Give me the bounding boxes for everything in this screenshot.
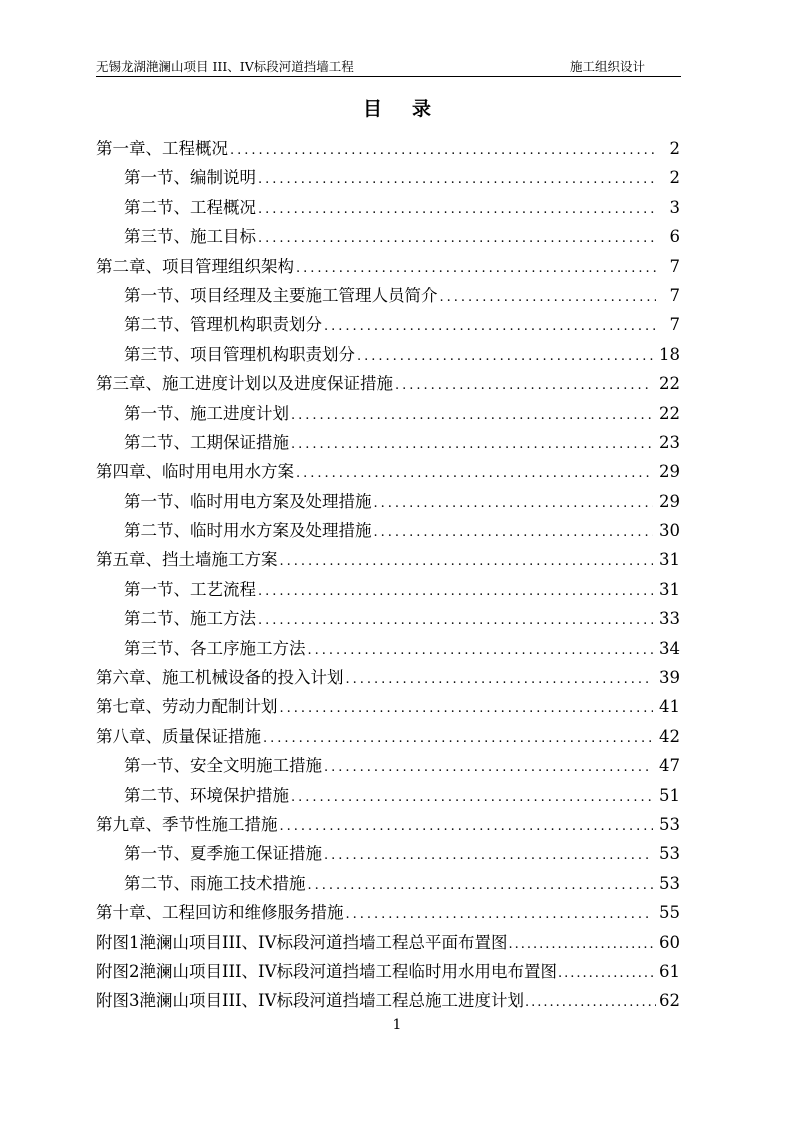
toc-entry-title: 第一节、夏季施工保证措施	[124, 844, 322, 864]
toc-dot-leader	[374, 518, 654, 547]
toc-dot-leader	[346, 665, 654, 694]
toc-entry-section[interactable]	[96, 751, 680, 780]
toc-entry-title: 第二节、雨施工技术措施	[124, 873, 306, 893]
toc-entry-page: 42	[659, 726, 680, 746]
toc-dot-leader	[509, 930, 657, 959]
toc-entry-page: 23	[659, 432, 680, 452]
toc-entry-title: 第二章、项目管理组织架构	[96, 256, 294, 276]
toc-entry-page: 41	[659, 697, 680, 717]
toc-entry-section[interactable]	[96, 340, 680, 369]
toc-entry-chapter[interactable]	[96, 369, 680, 398]
toc-entry-section[interactable]	[96, 839, 680, 868]
toc-dot-leader	[263, 724, 653, 753]
toc-entry-section[interactable]	[96, 428, 680, 457]
toc-entry-page: 22	[659, 374, 680, 394]
toc-entry-section[interactable]	[96, 193, 680, 222]
toc-entry-page: 33	[659, 609, 680, 629]
toc-entry-section[interactable]	[96, 781, 680, 810]
toc-entry-title: 第一节、编制说明	[124, 168, 256, 188]
toc-dot-leader	[346, 900, 654, 929]
toc-entry-page: 53	[659, 873, 680, 893]
toc-entry-title: 第一节、工艺流程	[124, 579, 256, 599]
toc-entry-section[interactable]	[96, 222, 680, 251]
toc-entry-page: 7	[669, 285, 680, 305]
toc-entry-section[interactable]	[96, 281, 680, 310]
toc-dot-leader	[258, 224, 656, 253]
toc-dot-leader	[374, 489, 654, 518]
toc-entry-page: 29	[659, 462, 680, 482]
toc-entry-chapter[interactable]	[96, 457, 680, 486]
toc-dot-leader	[558, 959, 656, 988]
toc-entry-page: 61	[659, 961, 680, 981]
toc-entry-title: 第八章、质量保证措施	[96, 726, 261, 746]
toc-dot-leader	[308, 636, 654, 665]
toc-entry-chapter[interactable]	[96, 134, 680, 163]
toc-dot-leader	[291, 401, 653, 430]
toc-entry-section[interactable]	[96, 399, 680, 428]
toc-entry-title: 第二节、施工方法	[124, 609, 256, 629]
toc-entry-section[interactable]	[96, 604, 680, 633]
toc-dot-leader	[440, 283, 657, 312]
toc-entry-chapter[interactable]	[96, 898, 680, 927]
toc-entry-title: 第二节、临时用水方案及处理措施	[124, 521, 372, 541]
toc-entry-page: 3	[669, 197, 680, 217]
toc-entry-page: 47	[659, 756, 680, 776]
toc-entry-page: 51	[659, 785, 680, 805]
header-project-title: 无锡龙湖滟澜山项目 III、IV标段河道挡墙工程	[96, 59, 354, 74]
toc-entry-title: 第七章、劳动力配制计划	[96, 697, 278, 717]
toc-entry-page: 2	[669, 139, 680, 158]
toc-entry-page: 6	[669, 227, 680, 247]
toc-entry-title: 附图3滟澜山项目III、IV标段河道挡墙工程总施工进度计划	[96, 991, 524, 1011]
toc-dot-leader	[258, 195, 656, 224]
toc-entry-page: 31	[659, 579, 680, 599]
toc-entry-title: 第五章、挡土墙施工方案	[96, 550, 278, 570]
toc-dot-leader	[296, 254, 656, 283]
toc-entry-page: 7	[669, 315, 680, 335]
toc-entry-page: 55	[659, 903, 680, 923]
toc-entry-chapter[interactable]	[96, 663, 680, 692]
toc-entry-chapter[interactable]	[96, 722, 680, 751]
toc-entry-title: 第三章、施工进度计划以及进度保证措施	[96, 374, 393, 394]
toc-entry-page: 31	[659, 550, 680, 570]
toc-entry-title: 第二节、工程概况	[124, 197, 256, 217]
toc-dot-leader	[291, 430, 653, 459]
toc-entry-page: 62	[659, 991, 680, 1011]
toc-entry-title: 第一章、工程概况	[96, 139, 228, 158]
toc-entry-page: 53	[659, 814, 680, 834]
toc-dot-leader	[258, 577, 653, 606]
toc-entry-section[interactable]	[96, 575, 680, 604]
toc-dot-leader	[324, 312, 656, 341]
toc-dot-leader	[280, 694, 654, 723]
toc-entry-title: 附图1滟澜山项目III、IV标段河道挡墙工程总平面布置图	[96, 932, 508, 952]
toc-entry-chapter[interactable]	[96, 810, 680, 839]
toc-entry-title: 第三节、各工序施工方法	[124, 638, 306, 658]
header-document-type: 施工组织设计	[569, 59, 645, 74]
toc-dot-leader	[395, 371, 653, 400]
toc-dot-leader	[258, 165, 656, 194]
toc-title: 目录	[362, 98, 461, 120]
toc-entry-title: 第三节、项目管理机构职责划分	[124, 344, 355, 364]
toc-entry-page: 29	[659, 491, 680, 511]
page-header	[96, 58, 681, 77]
toc-entry-section[interactable]	[96, 163, 680, 192]
toc-entry-chapter[interactable]	[96, 692, 680, 721]
toc-entry-title: 第一节、施工进度计划	[124, 403, 289, 423]
toc-entry-title: 第九章、季节性施工措施	[96, 814, 278, 834]
toc-entry-title: 第二节、环境保护措施	[124, 785, 289, 805]
toc-entry-page: 18	[659, 344, 680, 364]
table-of-contents	[96, 134, 680, 1016]
toc-entry-page: 39	[659, 668, 680, 688]
toc-entry-page: 60	[659, 932, 680, 952]
toc-dot-leader	[280, 812, 654, 841]
toc-entry-page: 53	[659, 844, 680, 864]
toc-dot-leader	[230, 136, 656, 165]
toc-entry-title: 附图2滟澜山项目III、IV标段河道挡墙工程临时用水用电布置图	[96, 961, 557, 981]
toc-entry-page: 22	[659, 403, 680, 423]
toc-entry-title: 第十章、工程回访和维修服务措施	[96, 903, 344, 923]
toc-entry-title: 第三节、施工目标	[124, 227, 256, 247]
toc-dot-leader	[324, 753, 653, 782]
toc-entry-page: 30	[659, 521, 680, 541]
toc-dot-leader	[308, 871, 654, 900]
toc-entry-section[interactable]	[96, 310, 680, 339]
toc-entry-chapter[interactable]	[96, 252, 680, 281]
toc-entry-section[interactable]	[96, 487, 680, 516]
toc-dot-leader	[291, 783, 653, 812]
toc-entry-chapter[interactable]	[96, 957, 680, 986]
page-number: 1	[392, 1017, 402, 1033]
toc-dot-leader	[258, 606, 653, 635]
toc-entry-page: 7	[669, 256, 680, 276]
toc-dot-leader	[357, 342, 653, 371]
toc-entry-title: 第一节、项目经理及主要施工管理人员简介	[124, 285, 438, 305]
toc-entry-chapter[interactable]	[96, 986, 680, 1015]
toc-entry-title: 第六章、施工机械设备的投入计划	[96, 668, 344, 688]
toc-entry-section[interactable]	[96, 869, 680, 898]
toc-entry-section[interactable]	[96, 634, 680, 663]
toc-entry-title: 第一节、临时用电方案及处理措施	[124, 491, 372, 511]
toc-entry-page: 34	[659, 638, 680, 658]
toc-entry-chapter[interactable]	[96, 545, 680, 574]
toc-dot-leader	[296, 459, 653, 488]
toc-dot-leader	[324, 841, 653, 870]
toc-dot-leader	[280, 547, 654, 576]
toc-entry-title: 第二节、工期保证措施	[124, 432, 289, 452]
toc-entry-title: 第一节、安全文明施工措施	[124, 756, 322, 776]
toc-entry-chapter[interactable]	[96, 928, 680, 957]
toc-dot-leader	[525, 988, 656, 1017]
toc-entry-title: 第二节、管理机构职责划分	[124, 315, 322, 335]
toc-entry-page: 2	[669, 168, 680, 188]
toc-entry-title: 第四章、临时用电用水方案	[96, 462, 294, 482]
toc-entry-section[interactable]	[96, 516, 680, 545]
